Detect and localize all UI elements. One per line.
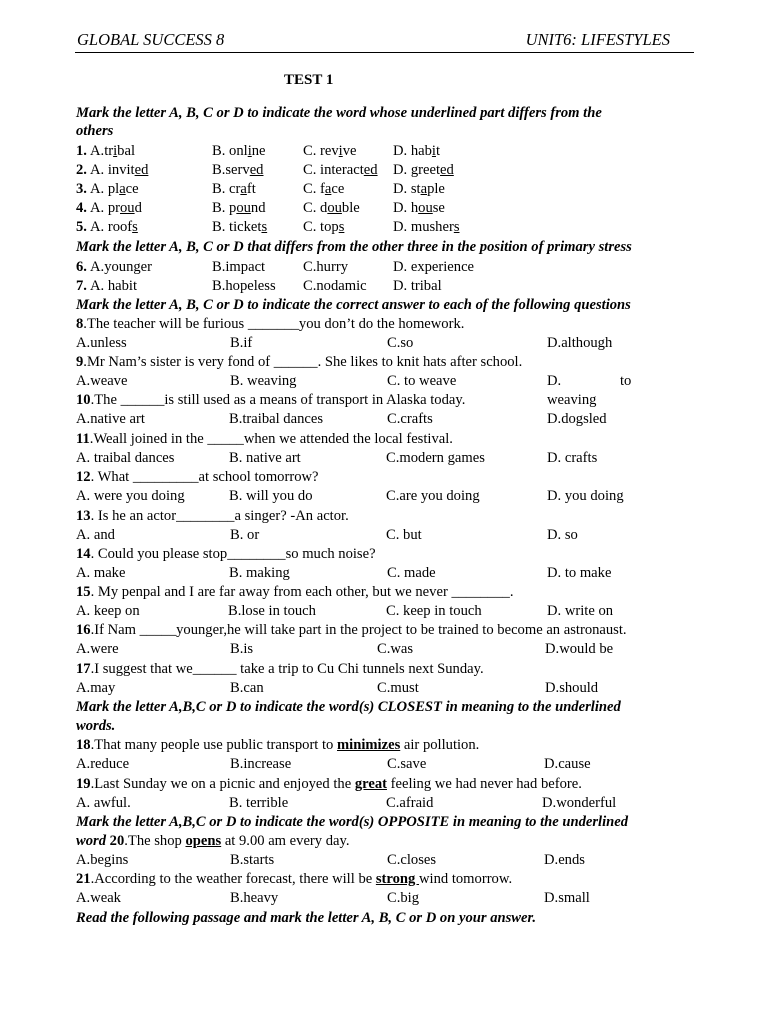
question-15: [76, 583, 513, 601]
option-a: [90, 218, 138, 236]
option-d: D.wonderful: [542, 795, 617, 811]
section-closest-instruction-cont: words.: [76, 718, 116, 734]
option-text: B. cr: [212, 181, 241, 197]
question-text: . Is he an actor________a singer? -An actor.: [90, 508, 349, 524]
question-12: [76, 468, 319, 486]
option-a: A.reduce: [76, 756, 130, 772]
option-b: B.heavy: [230, 890, 279, 906]
section-reading-instruction: Read the following passage and mark the letter A, B, C or D on your answer.: [76, 910, 537, 926]
underlined-part: i: [431, 143, 436, 159]
question-number: 2.: [76, 162, 87, 178]
option-b: B. will you do: [229, 488, 313, 504]
question-number: 1.: [76, 143, 87, 159]
underlined-part: ed: [363, 162, 378, 178]
option-b: [212, 142, 266, 160]
option-b: B.if: [230, 335, 253, 351]
option-text: C. f: [303, 181, 325, 197]
option-d: D. tribal: [393, 278, 442, 294]
option-b: B.starts: [230, 852, 275, 868]
option-a: A. and: [76, 527, 115, 543]
option-d: [393, 161, 454, 179]
header-book-title: GLOBAL SUCCESS 8: [77, 30, 225, 49]
question-number: 20: [109, 833, 125, 849]
underlined-part: i: [247, 143, 252, 159]
option-text: ple: [427, 181, 445, 197]
underlined-key-word: great: [354, 776, 387, 792]
option-text: C. interact: [303, 162, 364, 178]
option-b: [212, 199, 266, 217]
option-b: B.increase: [230, 756, 292, 772]
option-a: A.were: [76, 641, 119, 657]
option-c: C.was: [377, 641, 414, 657]
option-a: A.may: [76, 680, 116, 696]
underlined-part: i: [338, 143, 343, 159]
option-text: bal: [117, 143, 136, 159]
option-d: [393, 199, 445, 217]
option-c: C.save: [387, 756, 427, 772]
option-text: ve: [342, 143, 357, 159]
option-b: B.is: [230, 641, 254, 657]
option-c: [303, 180, 344, 198]
question-text: . Could you please stop________so much noise?: [90, 546, 376, 562]
question-9: [76, 353, 522, 371]
option-a: A.begins: [76, 852, 129, 868]
option-text: B. onl: [212, 143, 248, 159]
option-a: A. make: [76, 565, 126, 581]
option-a: [90, 142, 135, 160]
question-18: [76, 736, 479, 754]
option-c: C.afraid: [386, 795, 434, 811]
underlined-part: a: [240, 181, 247, 197]
option-text: C. d: [303, 200, 328, 216]
option-d: D.: [547, 373, 562, 389]
option-text: ce: [331, 181, 345, 197]
option-b: [212, 218, 267, 236]
option-a: A.weak: [76, 890, 121, 906]
question-number: 14: [76, 546, 91, 562]
option-d: D.should: [545, 680, 599, 696]
underlined-part: a: [420, 181, 428, 197]
question-number: 17: [76, 661, 91, 677]
option-d: D.although: [547, 335, 613, 351]
option-d: D.dogsled: [547, 411, 607, 427]
underlined-part: ou: [120, 200, 135, 216]
option-d: [393, 142, 440, 160]
option-a: A. habit: [90, 278, 138, 294]
option-text: A. pr: [90, 200, 120, 216]
question-11: [76, 430, 453, 448]
question-number: 21: [76, 871, 91, 887]
option-text: ble: [341, 200, 360, 216]
underlined-part: a: [324, 181, 332, 197]
question-number: 4.: [76, 200, 87, 216]
option-c: C. keep in touch: [386, 603, 482, 619]
option-a: A.younger: [90, 259, 153, 275]
underlined-part: ou: [236, 200, 251, 216]
section-opposite-instruction: Mark the letter A,B,C or D to indicate the word(s) OPPOSITE in meaning to the underlined: [76, 814, 629, 830]
option-text: ce: [125, 181, 139, 197]
question-number: 11: [76, 431, 90, 447]
option-text: D. st: [393, 181, 421, 197]
option-b: B.lose in touch: [228, 603, 316, 619]
option-a: A. were you doing: [76, 488, 185, 504]
question-number: 16: [76, 622, 91, 638]
underlined-part: a: [119, 181, 126, 197]
option-c: C. to weave: [387, 373, 457, 389]
question-text: .According to the weather forecast, there will be: [90, 871, 376, 887]
option-a: [90, 161, 148, 179]
option-b: B.traibal dances: [229, 411, 324, 427]
header-unit-title: UNIT6: LIFESTYLES: [525, 30, 670, 49]
option-d: [393, 218, 460, 236]
question-text: .I suggest that we______ take a trip to Cu Chi tunnels next Sunday.: [90, 661, 484, 677]
option-text: B.serv: [212, 162, 250, 178]
option-b: B. native art: [229, 450, 301, 466]
underlined-part: s: [453, 219, 460, 235]
option-c: C.must: [377, 680, 419, 696]
underlined-key-word: strong: [375, 871, 419, 887]
question-number: 12: [76, 469, 91, 485]
option-text: A.tr: [90, 143, 114, 159]
question-19: [76, 775, 582, 793]
option-text: A. pl: [90, 181, 120, 197]
option-c: C.crafts: [387, 411, 433, 427]
option-text: D. greet: [393, 162, 441, 178]
question-text: .The shop: [124, 833, 186, 849]
option-d-word-cont: weaving: [547, 392, 597, 408]
question-number: 13: [76, 508, 91, 524]
option-a: A. keep on: [76, 603, 140, 619]
option-c: C.closes: [387, 852, 437, 868]
option-text: d: [134, 200, 142, 216]
underlined-key-word: opens: [185, 833, 222, 849]
question-text: .The ______is still used as a means of transport in Alaska today.: [90, 392, 466, 408]
option-c: C. made: [387, 565, 436, 581]
question-number: 19: [76, 776, 91, 792]
question-number: 3.: [76, 181, 87, 197]
option-d: D. to make: [547, 565, 612, 581]
option-d-word: to: [620, 373, 632, 389]
option-a: A.native art: [76, 411, 145, 427]
option-d: D.would be: [545, 641, 614, 657]
question-text: feeling we had never had before.: [386, 776, 582, 792]
option-text: C. rev: [303, 143, 339, 159]
option-c: C.nodamic: [303, 278, 367, 294]
question-20: [76, 832, 350, 850]
option-c: C.hurry: [303, 259, 348, 275]
option-text: D. h: [393, 200, 419, 216]
section-pronunciation-instruction-cont: others: [76, 123, 114, 139]
option-text: B. p: [212, 200, 237, 216]
option-text: D. hab: [393, 143, 432, 159]
instruction-word: word: [76, 833, 107, 849]
underlined-key-word: minimizes: [337, 737, 401, 753]
page-header: [75, 30, 694, 53]
underlined-part: s: [261, 219, 268, 235]
option-d: D.ends: [544, 852, 585, 868]
question-text: at 9.00 am every day.: [221, 833, 350, 849]
option-text: se: [432, 200, 445, 216]
option-c: C.are you doing: [386, 488, 480, 504]
question-10: [76, 391, 465, 409]
question-number: 18: [76, 737, 91, 753]
option-text: C. top: [303, 219, 339, 235]
option-b: B.impact: [212, 259, 266, 275]
underlined-part: ed: [440, 162, 454, 178]
option-a: [90, 199, 142, 217]
option-a: A.weave: [76, 373, 128, 389]
option-d: D. write on: [547, 603, 614, 619]
option-text: D. musher: [393, 219, 454, 235]
question-17: [76, 660, 484, 678]
option-d: D.small: [544, 890, 590, 906]
underlined-part: s: [338, 219, 345, 235]
option-c: C.big: [387, 890, 420, 906]
option-c: [303, 161, 378, 179]
option-c: C.modern games: [386, 450, 485, 466]
option-b: B. or: [230, 527, 260, 543]
option-d: [393, 180, 445, 198]
question-text: wind tomorrow.: [419, 871, 513, 887]
question-text: .Last Sunday we on a picnic and enjoyed the: [90, 776, 355, 792]
option-text: A. invit: [90, 162, 135, 178]
question-text: .Weall joined in the _____when we attended the local festival.: [89, 431, 453, 447]
section-pronunciation-instruction: Mark the letter A, B, C or D to indicate the word whose underlined part differs from the: [76, 105, 602, 121]
question-number: 7.: [76, 278, 87, 294]
option-b: B. making: [229, 565, 290, 581]
option-d: D. experience: [393, 259, 475, 275]
question-text: . What _________at school tomorrow?: [90, 469, 319, 485]
question-16: [76, 621, 627, 639]
underlined-part: ed: [134, 162, 149, 178]
option-b: B.hopeless: [212, 278, 276, 294]
question-number: 15: [76, 584, 91, 600]
question-8: [76, 315, 464, 333]
option-c: [303, 199, 360, 217]
underlined-part: ou: [418, 200, 433, 216]
option-c: C. but: [386, 527, 422, 543]
question-text: .That many people use public transport to: [90, 737, 338, 753]
option-text: t: [435, 143, 441, 159]
question-text: . My penpal and I are far away from each other, but we never ________.: [90, 584, 514, 600]
question-number: 5.: [76, 219, 87, 235]
option-d: D. crafts: [547, 450, 598, 466]
option-a: A.unless: [76, 335, 127, 351]
option-b: [212, 180, 256, 198]
option-a: A. awful.: [76, 795, 131, 811]
option-b: B.can: [230, 680, 264, 696]
option-c: [303, 142, 357, 160]
underlined-part: ed: [249, 162, 264, 178]
option-text: A. roof: [90, 219, 133, 235]
option-b: B. weaving: [230, 373, 297, 389]
option-b: [212, 161, 263, 179]
option-d: D. you doing: [547, 488, 624, 504]
question-text: .If Nam _____younger,he will take part in the project to be trained to become an astronaust.: [90, 622, 627, 638]
question-text: .Mr Nam’s sister is very fond of ______. She likes to knit hats after school.: [83, 354, 523, 370]
question-13: [76, 507, 349, 525]
question-text: air pollution.: [400, 737, 480, 753]
option-c: C.so: [387, 335, 414, 351]
option-b: B. terrible: [229, 795, 289, 811]
option-a: A. traibal dances: [76, 450, 175, 466]
option-c: [303, 218, 344, 236]
underlined-part: i: [113, 143, 118, 159]
question-text: .The teacher will be furious _______you don’t do the homework.: [83, 316, 465, 332]
test-title: TEST 1: [284, 72, 334, 88]
option-text: ft: [246, 181, 256, 197]
option-d: D. so: [547, 527, 578, 543]
question-number: 6.: [76, 259, 87, 275]
section-closest-instruction: Mark the letter A,B,C or D to indicate the word(s) CLOSEST in meaning to the underlined: [76, 699, 621, 715]
option-a: [90, 180, 139, 198]
question-14: [76, 545, 376, 563]
option-text: B. ticket: [212, 219, 262, 235]
question-number: 9: [76, 354, 84, 370]
underlined-part: s: [132, 219, 138, 235]
question-number: 8: [76, 316, 84, 332]
option-d: D.cause: [544, 756, 591, 772]
underlined-part: ou: [327, 200, 342, 216]
section-stress-instruction: Mark the letter A, B, C or D that differs from the other three in the position of primary stress: [76, 239, 632, 255]
question-number: 10: [76, 392, 91, 408]
section-grammar-instruction: Mark the letter A, B, C or D to indicate the correct answer to each of the following questions: [76, 297, 631, 313]
option-text: ne: [251, 143, 266, 159]
option-text: nd: [250, 200, 266, 216]
question-21: [76, 870, 512, 888]
